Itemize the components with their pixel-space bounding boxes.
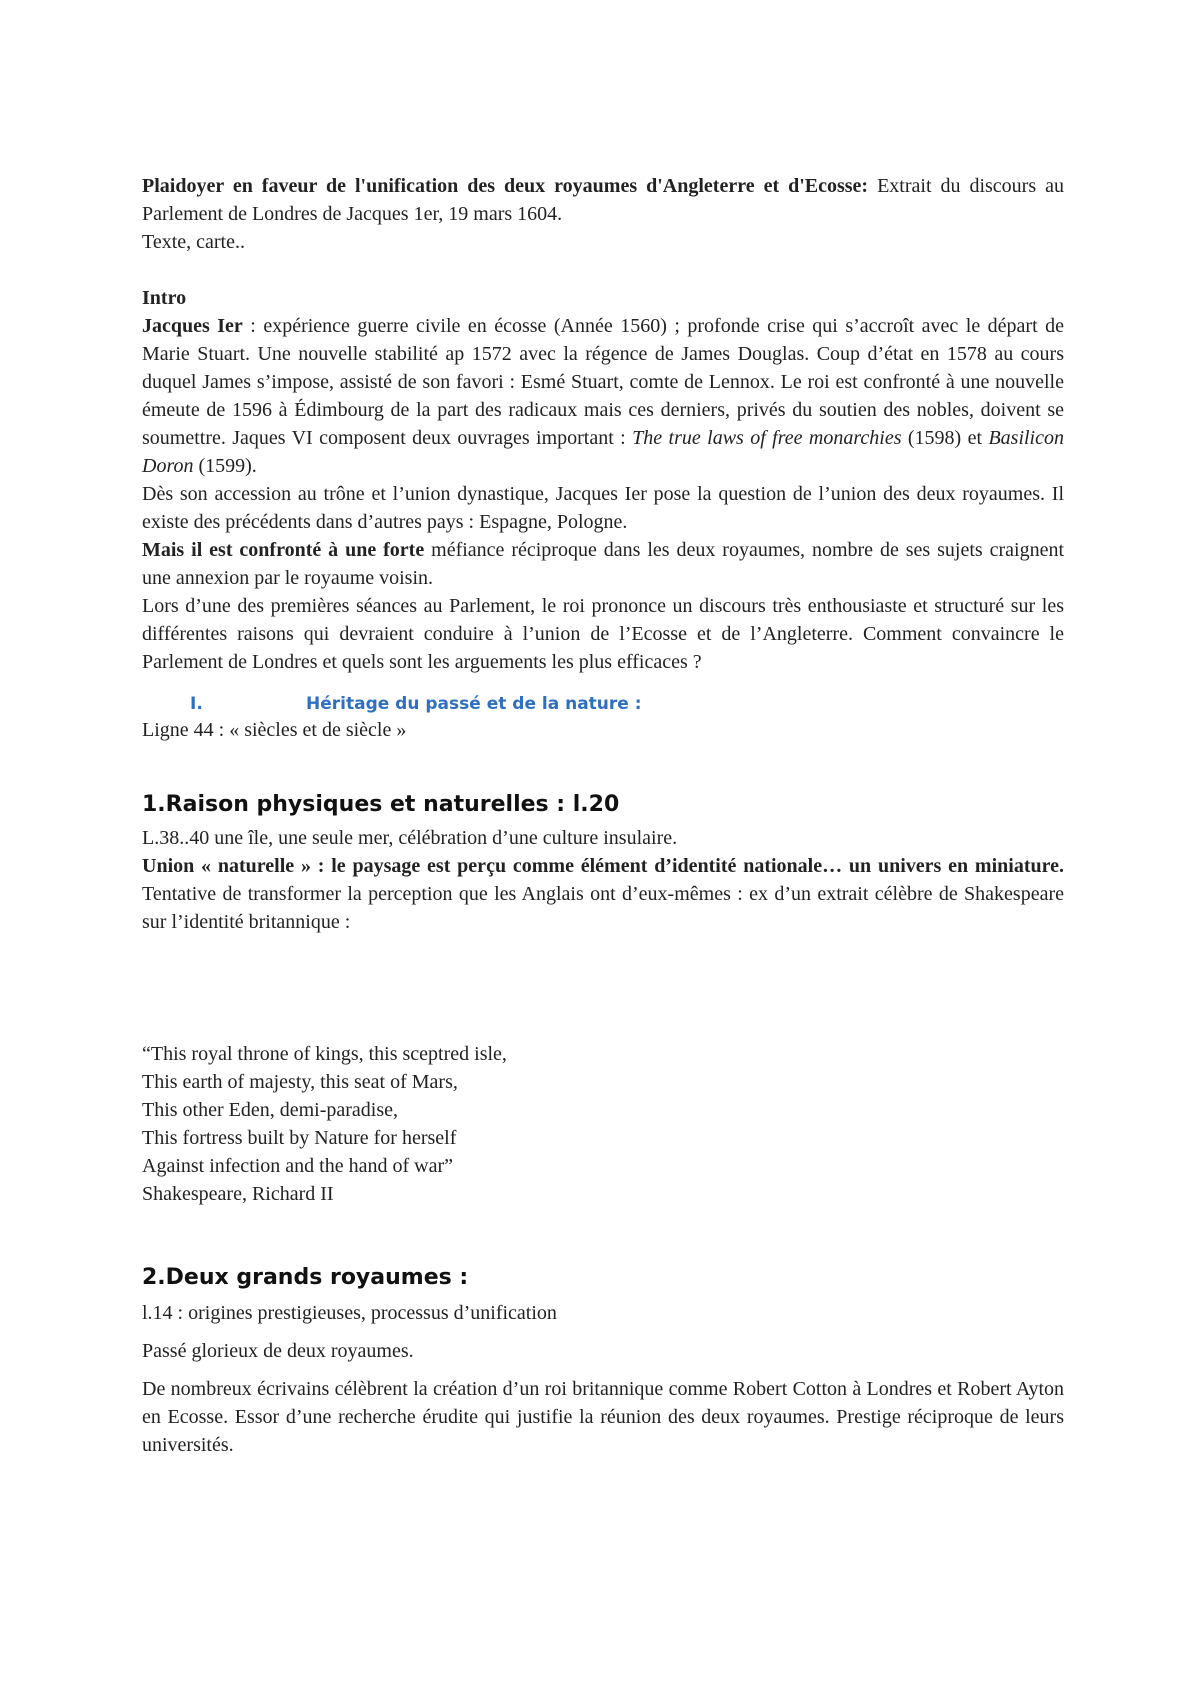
quote-line: This other Eden, demi-paradise, [142, 1099, 399, 1121]
quote-line: This fortress built by Nature for herself [142, 1127, 457, 1149]
section-1-line-text: Ligne 44 : « siècles et de siècle » [142, 719, 407, 741]
section-1-heading [142, 692, 1064, 716]
intro-p3-rest: méfiance réciproque dans les deux royaumes, nombre de ses sujets craignent une annexion par le royaume voisin. [142, 539, 1065, 589]
intro-paragraph-3 [142, 536, 1064, 592]
subsection-1-p2-bold: Union « naturelle » : le paysage est perçu comme élément d’identité nationale… un univers en miniature. [142, 855, 1064, 877]
intro-p1-italic-1: The true laws of free monarchies [632, 427, 902, 449]
intro-paragraph-1 [142, 312, 1064, 480]
intro-section [142, 284, 1064, 676]
subsection-1-paragraph-2 [142, 852, 1064, 936]
section-1-title: Héritage du passé et de la nature : [306, 694, 642, 714]
document-header [142, 172, 1064, 256]
intro-p1-italic-2: Basilicon Doron [142, 427, 1064, 477]
subsection-2-paragraph-1: l.14 : origines prestigieuses, processus d’unification [142, 1302, 557, 1324]
subsection-2-paragraph-2: Passé glorieux de deux royaumes. [142, 1340, 414, 1362]
quote-line: “This royal throne of kings, this sceptred isle, [142, 1043, 507, 1065]
intro-p3-bold: Mais il est confronté à une forte [142, 539, 425, 561]
subsection-1-heading: 1.Raison physiques et naturelles : l.20 [142, 792, 620, 817]
title-paragraph [142, 172, 1064, 228]
subsection-1-paragraph-1: L.38..40 une île, une seule mer, célébration d’une culture insulaire. [142, 827, 678, 849]
section-1-line [142, 716, 1064, 744]
title-rest: Extrait du discours au Parlement de Londres de Jacques 1er, 19 mars 1604. [142, 175, 1064, 225]
intro-heading: Intro [142, 287, 187, 309]
subsection-2-heading: 2.Deux grands royaumes : [142, 1265, 469, 1290]
quote-line: Against infection and the hand of war” [142, 1155, 454, 1177]
subsection-2-paragraph-3: De nombreux écrivains célèbrent la création d’un roi britannique comme Robert Cotton à Londres et Robert Ayton en Ecosse. Essor d’une recherche érudite qui justifie la réunion des deux royaumes. Prestige réciproque de leurs universités. [142, 1378, 1064, 1456]
intro-p1-text-c: (1599). [193, 455, 257, 477]
subsection-2 [142, 1264, 1064, 1459]
subtitle: Texte, carte.. [142, 231, 245, 253]
intro-p1-text-a: : expérience guerre civile en écosse (Année 1560) ; profonde crise qui s’accroît avec le départ de Marie Stuart. Une nouvelle stabilité ap 1572 avec la régence de James Douglas. Coup d’état en 1578 au cours duquel James s’impose, assisté de son favori : Esmé Stuart, comte de Lennox. Le roi est confronté à une nouvelle émeute de 1596 à Édimbourg de la part des radicaux mais ces derniers, privés du soutien des nobles, doivent se soumettre. Jaques VI composent deux ouvrages important : [142, 315, 1065, 449]
section-1-number: I. [190, 694, 203, 714]
quote-line: This earth of majesty, this seat of Mars, [142, 1071, 458, 1093]
intro-paragraph-2: Dès son accession au trône et l’union dynastique, Jacques Ier pose la question de l’union des deux royaumes. Il existe des précédents dans d’autres pays : Espagne, Pologne. [142, 483, 1064, 533]
subsection-1 [142, 791, 1064, 936]
shakespeare-quote [142, 1040, 1064, 1208]
quote-attribution: Shakespeare, Richard II [142, 1183, 334, 1205]
intro-p1-text-b: (1598) et [901, 427, 989, 449]
subsection-1-p2-rest: Tentative de transformer la perception que les Anglais ont d’eux-mêmes : ex d’un extrait célèbre de Shakespeare sur l’identité britannique : [142, 883, 1064, 933]
title-bold: Plaidoyer en faveur de l'unification des deux royaumes d'Angleterre et d'Ecosse: [142, 175, 869, 197]
intro-paragraph-4: Lors d’une des premières séances au Parlement, le roi prononce un discours très enthousiaste et structuré sur les différentes raisons qui devraient conduire à l’union de l’Ecosse et de l’Angleterre. Comment convaincre le Parlement de Londres et quels sont les arguements les plus efficaces ? [142, 595, 1064, 673]
intro-p1-bold: Jacques Ier [142, 315, 243, 337]
